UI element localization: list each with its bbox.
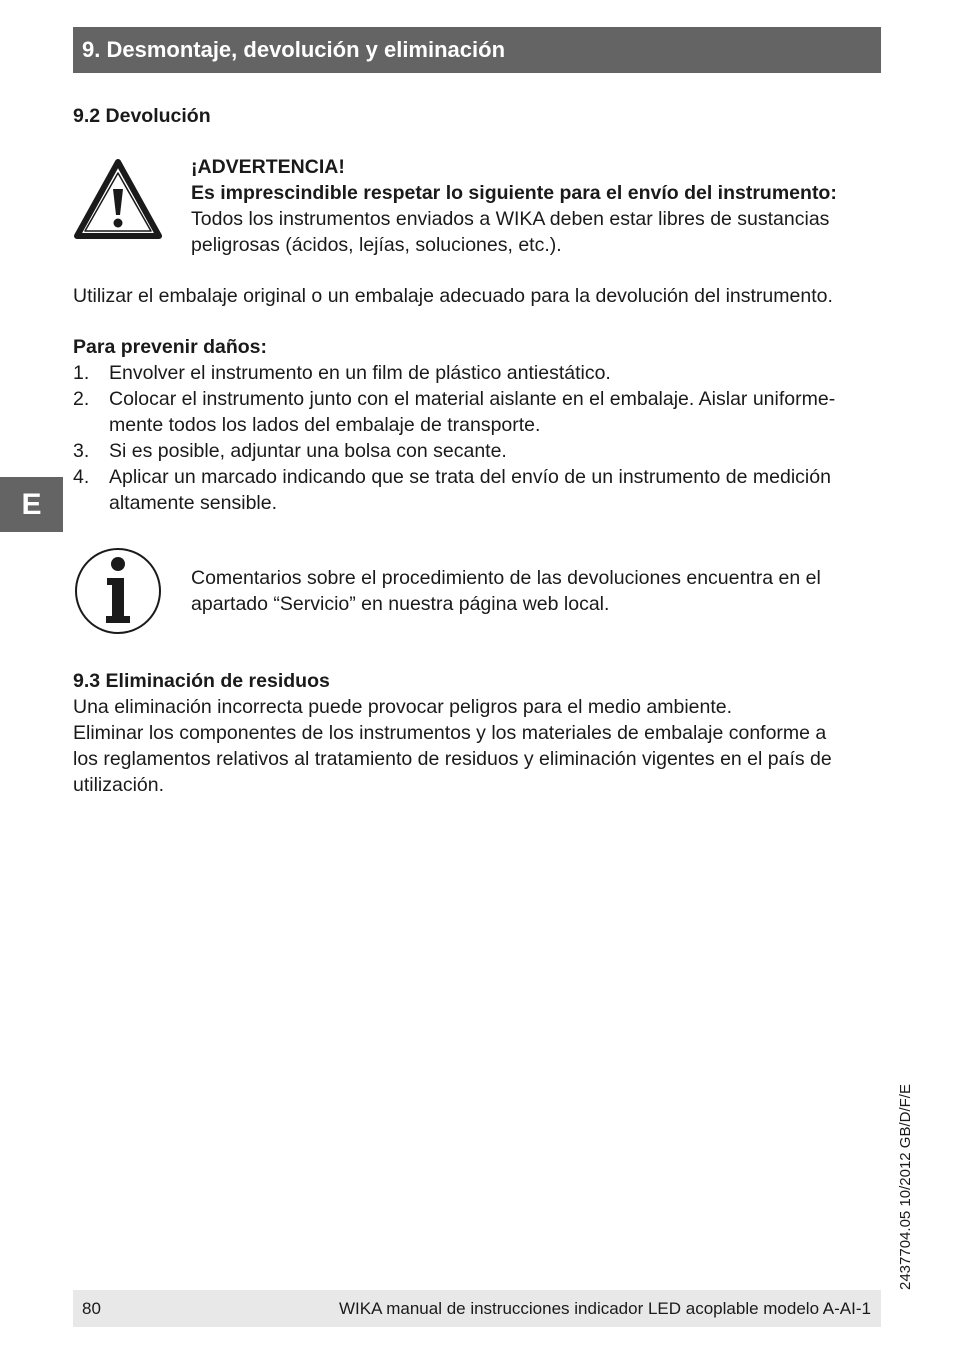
list-number: 1. bbox=[73, 362, 90, 384]
list-item bbox=[73, 386, 883, 438]
prevent-damage-heading: Para prevenir daños: bbox=[73, 336, 267, 358]
info-text-line: apartado “Servicio” en nuestra página web local. bbox=[191, 593, 610, 615]
page-footer bbox=[73, 1290, 881, 1327]
chapter-header bbox=[73, 27, 881, 73]
list-number: 3. bbox=[73, 440, 90, 462]
chapter-title: 9. Desmontaje, devolución y eliminación bbox=[82, 37, 506, 62]
document-code: 2437704.05 10/2012 GB/D/F/E bbox=[897, 1084, 914, 1290]
warning-triangle-icon bbox=[73, 158, 163, 240]
page-number: 80 bbox=[82, 1299, 101, 1318]
warning-subtitle: Es imprescindible respetar lo siguiente para el envío del instrumento: bbox=[191, 182, 837, 204]
section-heading-devolucion: 9.2 Devolución bbox=[73, 105, 211, 127]
warning-block bbox=[191, 154, 891, 258]
side-tab-label: E bbox=[21, 488, 42, 521]
list-text: mente todos los lados del embalaje de transporte. bbox=[109, 414, 541, 436]
info-text-line: Comentarios sobre el procedimiento de las devoluciones encuentra en el bbox=[191, 567, 821, 589]
disposal-paragraph bbox=[73, 694, 888, 798]
list-item bbox=[73, 438, 883, 464]
packaging-paragraph: Utilizar el embalaje original o un embalaje adecuado para la devolución del instrumento. bbox=[73, 285, 833, 307]
list-item bbox=[73, 464, 883, 516]
section-heading-eliminacion: 9.3 Eliminación de residuos bbox=[73, 670, 330, 692]
list-text: Aplicar un marcado indicando que se trata del envío de un instrumento de medición bbox=[109, 466, 831, 488]
disposal-text-line: Una eliminación incorrecta puede provocar peligros para el medio ambiente. bbox=[73, 696, 733, 718]
list-text: Colocar el instrumento junto con el material aislante en el embalaje. Aislar uniforme- bbox=[109, 388, 836, 410]
language-side-tab bbox=[0, 477, 63, 532]
info-block bbox=[191, 565, 891, 617]
warning-title: ¡ADVERTENCIA! bbox=[191, 156, 345, 178]
disposal-text-line: utilización. bbox=[73, 774, 165, 796]
disposal-text-line: Eliminar los componentes de los instrumentos y los materiales de embalaje conforme a bbox=[73, 722, 827, 744]
warning-text-line: peligrosas (ácidos, lejías, soluciones, etc.). bbox=[191, 234, 562, 256]
footer-title: WIKA manual de instrucciones indicador LED acoplable modelo A-AI-1 bbox=[338, 1299, 871, 1318]
info-icon bbox=[73, 546, 163, 636]
warning-text-line: Todos los instrumentos enviados a WIKA deben estar libres de sustancias bbox=[191, 208, 830, 230]
list-text: Envolver el instrumento en un film de plástico antiestático. bbox=[109, 362, 611, 384]
list-number: 4. bbox=[73, 466, 90, 488]
list-text: Si es posible, adjuntar una bolsa con secante. bbox=[109, 440, 507, 462]
list-item bbox=[73, 360, 883, 386]
list-text: altamente sensible. bbox=[109, 492, 278, 514]
list-number: 2. bbox=[73, 388, 90, 410]
disposal-text-line: los reglamentos relativos al tratamiento de residuos y eliminación vigentes en el país de bbox=[73, 748, 832, 770]
steps-list bbox=[73, 360, 883, 516]
